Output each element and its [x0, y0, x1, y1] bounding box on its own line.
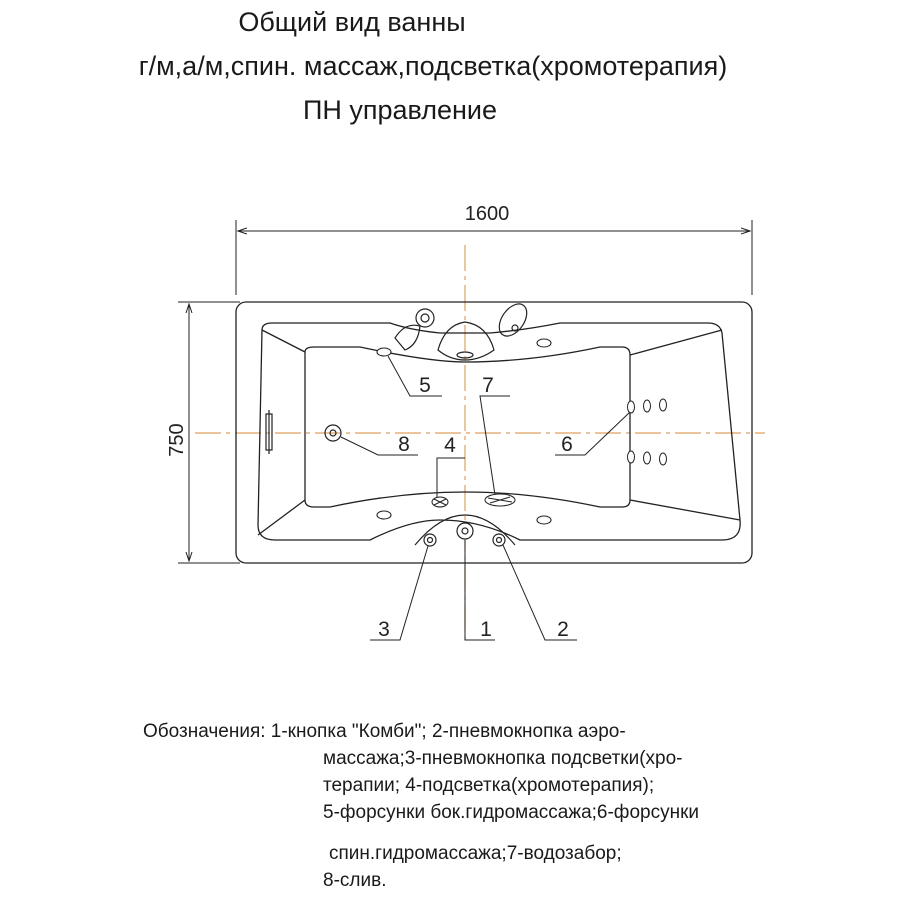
callout-3: 3	[378, 618, 390, 641]
overflow	[266, 410, 272, 454]
legend-line-3: терапии; 4-подсветка(хромотерапия);	[323, 775, 655, 796]
callout-2: 2	[557, 618, 569, 641]
legend-line-5: спин.гидромассажа;7-водозабор;	[329, 843, 622, 864]
height-dimension-label: 750	[166, 423, 188, 457]
legend-line-1: Обозначения: 1-кнопка "Комби"; 2-пневмокнопка аэро-	[143, 721, 626, 742]
back-jets	[628, 399, 667, 465]
title-line-3: ПН управление	[302, 95, 498, 125]
callout-8: 8	[398, 433, 410, 456]
width-dimension	[236, 220, 752, 295]
callout-5: 5	[419, 374, 431, 397]
callout-1: 1	[480, 618, 492, 641]
legend-line-2: массажа;3-пневмокнопка подсветки(хро-	[323, 748, 683, 769]
title-line-2: г/м,а/м,спин. массаж,подсветка(хромотерапия)	[138, 51, 728, 81]
legend-line-4: 5-форсунки бок.гидромассажа;6-форсунки	[323, 802, 699, 823]
light-and-intake	[432, 494, 515, 507]
callout-7: 7	[482, 374, 494, 397]
callout-4: 4	[444, 434, 456, 457]
centerlines	[195, 245, 765, 640]
legend-line-6: 8-слив.	[323, 870, 387, 891]
width-dimension-label: 1600	[464, 203, 510, 225]
title-line-1: Общий вид ванны	[238, 7, 466, 37]
side-jets	[377, 339, 551, 524]
callout-6: 6	[561, 433, 573, 456]
